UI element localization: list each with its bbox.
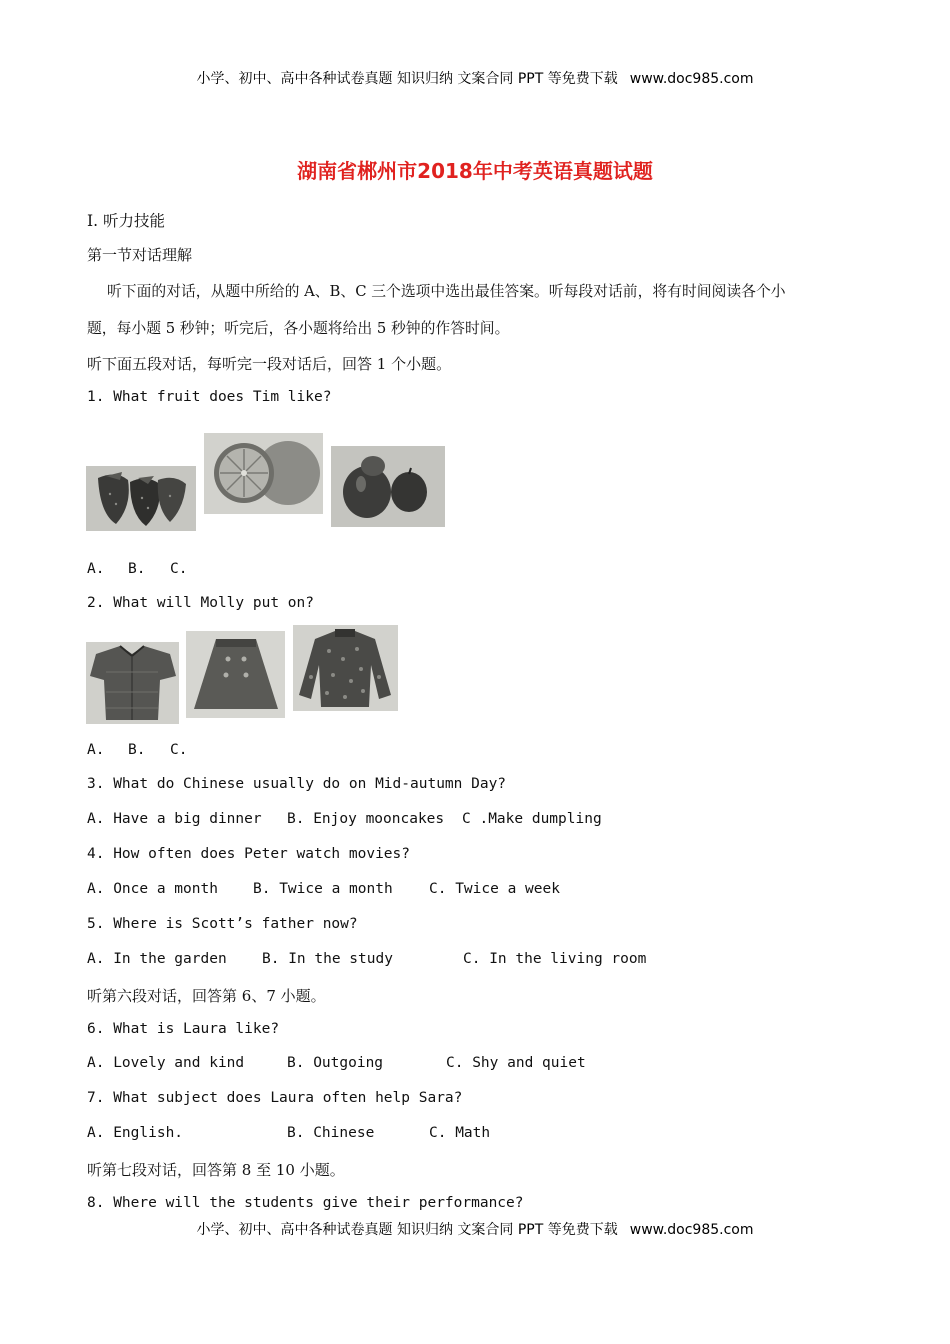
q2-stem: 2. What will Molly put on?	[87, 595, 314, 611]
page-footer	[0, 1219, 950, 1239]
q4-stem: 4. How often does Peter watch movies?	[87, 846, 411, 862]
exam-title: 湖南省郴州市2018年中考英语真题试题	[297, 159, 653, 183]
instruction-line-1: 听下面的对话，从题中所给的 A、B、C 三个选项中选出最佳答案。听每段对话前，将有时间阅读各个小	[107, 283, 786, 300]
apples-image	[331, 446, 445, 527]
q3-option-a[interactable]: A. Have a big dinner	[87, 811, 262, 827]
sweater-image	[293, 625, 398, 711]
page-header	[0, 68, 950, 88]
orange-image	[204, 433, 323, 514]
q3-option-b[interactable]: B. Enjoy mooncakes	[287, 811, 445, 827]
q1-option-b[interactable]: B.	[128, 561, 146, 577]
q7-option-b[interactable]: B. Chinese	[287, 1125, 375, 1141]
q2-option-b[interactable]: B.	[128, 742, 146, 758]
q6-option-b[interactable]: B. Outgoing	[287, 1055, 384, 1071]
strawberries-image	[86, 466, 196, 531]
instruction-line-2: 题，每小题 5 秒钟；听完后，各小题将给出 5 秒钟的作答时间。	[87, 320, 510, 337]
skirt-image	[186, 631, 285, 718]
q6-option-c[interactable]: C. Shy and quiet	[446, 1055, 586, 1071]
q6-stem: 6. What is Laura like?	[87, 1021, 280, 1037]
q7-stem: 7. What subject does Laura often help Sara?	[87, 1090, 463, 1106]
q4-option-a[interactable]: A. Once a month	[87, 881, 218, 897]
q5-option-a[interactable]: A. In the garden	[87, 951, 227, 967]
q1-stem: 1. What fruit does Tim like?	[87, 389, 332, 405]
q4-option-c[interactable]: C. Twice a week	[429, 881, 560, 897]
section-heading: I. 听力技能	[87, 212, 165, 230]
q1-option-c[interactable]: C.	[170, 561, 188, 577]
part1-intro: 听下面五段对话，每听完一段对话后，回答 1 个小题。	[87, 355, 452, 373]
footer-text: 小学、初中、高中各种试卷真题 知识归纳 文案合同 PPT 等免费下载	[196, 1222, 618, 1238]
header-text: 小学、初中、高中各种试卷真题 知识归纳 文案合同 PPT 等免费下载	[196, 71, 618, 87]
q2-option-a[interactable]: A.	[87, 742, 105, 758]
q5-option-c[interactable]: C. In the living room	[463, 951, 647, 967]
q3-stem: 3. What do Chinese usually do on Mid-autumn Day?	[87, 776, 507, 792]
part6-intro: 听第六段对话，回答第 6、7 小题。	[87, 987, 326, 1005]
q3-option-c[interactable]: C .Make dumpling	[462, 811, 602, 827]
q2-option-c[interactable]: C.	[170, 742, 188, 758]
subsection-heading: 第一节对话理解	[87, 246, 193, 264]
shirt-image	[86, 642, 179, 724]
q1-option-a[interactable]: A.	[87, 561, 105, 577]
q6-option-a[interactable]: A. Lovely and kind	[87, 1055, 245, 1071]
q7-option-c[interactable]: C. Math	[429, 1125, 491, 1141]
q7-option-a[interactable]: A. English.	[87, 1125, 184, 1141]
q5-stem: 5. Where is Scott’s father now?	[87, 916, 358, 932]
footer-url[interactable]: www.doc985.com	[629, 1222, 754, 1238]
q5-option-b[interactable]: B. In the study	[262, 951, 393, 967]
header-url[interactable]: www.doc985.com	[629, 71, 754, 87]
part7-intro: 听第七段对话，回答第 8 至 10 小题。	[87, 1161, 345, 1179]
q8-stem: 8. Where will the students give their performance?	[87, 1195, 524, 1211]
q4-option-b[interactable]: B. Twice a month	[253, 881, 393, 897]
